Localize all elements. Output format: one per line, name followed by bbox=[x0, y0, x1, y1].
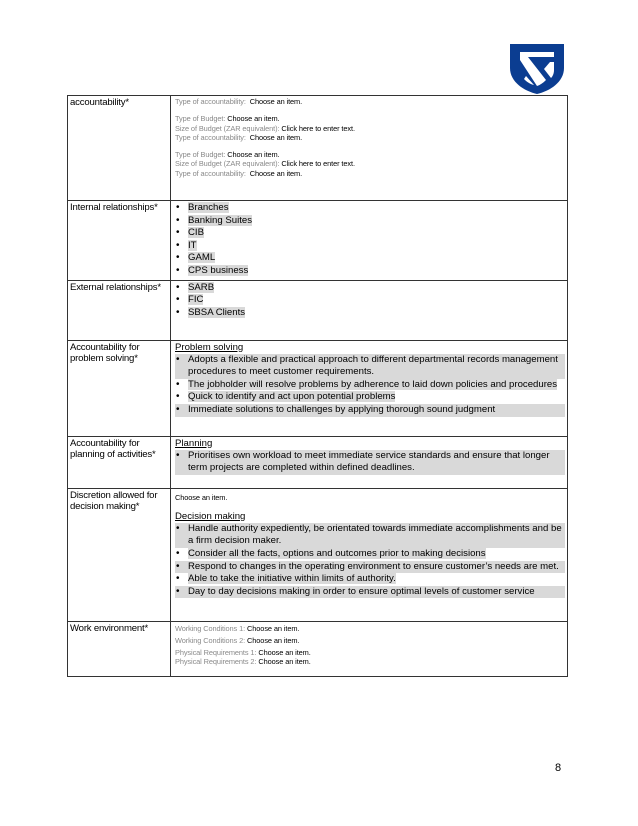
list-item: • Branches bbox=[175, 202, 565, 215]
list-item: • SBSA Clients bbox=[175, 307, 565, 320]
section-heading: Decision making bbox=[175, 510, 246, 522]
internal-list-cell bbox=[171, 201, 568, 281]
field-key: Type of accountability: bbox=[175, 168, 246, 178]
field-key: Type of accountability: bbox=[175, 97, 246, 106]
row-accountability bbox=[68, 96, 568, 201]
field-key: Type of accountability: bbox=[175, 132, 246, 142]
field-key: Physical Requirements 2: bbox=[175, 657, 257, 667]
dropdown-value[interactable]: Choose an item. bbox=[247, 623, 300, 633]
bank-shield-logo bbox=[506, 40, 568, 96]
planning-cell bbox=[171, 436, 568, 488]
field-line[interactable] bbox=[175, 114, 565, 123]
list-item: • Able to take the initiative within limits of authority. bbox=[175, 573, 565, 586]
planning-list bbox=[175, 450, 565, 475]
dropdown-value[interactable]: Choose an item. bbox=[258, 657, 311, 667]
list-item: • IT bbox=[175, 240, 565, 253]
problem-solving-cell bbox=[171, 340, 568, 436]
dropdown-value[interactable]: Choose an item. bbox=[227, 114, 280, 124]
row-external-relationships bbox=[68, 280, 568, 340]
text-value[interactable]: Click here to enter text. bbox=[281, 123, 355, 133]
field-key: Size of Budget (ZAR equivalent): bbox=[175, 123, 280, 133]
field-line[interactable] bbox=[175, 124, 565, 133]
field-key: Working Conditions 1: bbox=[175, 623, 246, 633]
page-number: 8 bbox=[555, 762, 562, 774]
list-item: • Banking Suites bbox=[175, 215, 565, 228]
field-line[interactable] bbox=[175, 159, 565, 168]
list-item: • Respond to changes in the operating environment to ensure customer’s needs are met. bbox=[175, 561, 565, 574]
work-environment-fields bbox=[171, 621, 568, 676]
text-value[interactable]: Click here to enter text. bbox=[281, 159, 355, 169]
field-key: Working Conditions 2: bbox=[175, 635, 246, 645]
row-label: Accountability for problem solving* bbox=[68, 340, 171, 436]
list-item: • FIC bbox=[175, 294, 565, 307]
list-item: • The jobholder will resolve problems by adherence to laid down policies and procedures bbox=[175, 379, 565, 392]
row-label: accountability* bbox=[68, 96, 171, 201]
row-label: External relationships* bbox=[68, 280, 171, 340]
section-heading: Problem solving bbox=[175, 341, 244, 353]
field-line[interactable] bbox=[175, 169, 565, 178]
external-list-cell bbox=[171, 280, 568, 340]
problem-list bbox=[175, 354, 565, 417]
decision-list bbox=[175, 523, 565, 599]
field-key: Physical Requirements 1: bbox=[175, 648, 257, 658]
list-item: • Immediate solutions to challenges by applying thorough sound judgment bbox=[175, 404, 565, 417]
list-item: • Consider all the facts, options and outcomes prior to making decisions bbox=[175, 548, 565, 561]
dropdown-value[interactable]: Choose an item. bbox=[249, 168, 303, 178]
field-key: Type of Budget: bbox=[175, 150, 226, 160]
list-item: • CIB bbox=[175, 227, 565, 240]
field-line[interactable] bbox=[175, 97, 565, 106]
row-work-environment bbox=[68, 621, 568, 676]
dropdown-value[interactable]: Choose an item. bbox=[249, 132, 303, 142]
dropdown-value[interactable]: Choose an item. bbox=[249, 97, 303, 106]
field-line[interactable] bbox=[175, 648, 565, 657]
list-item: • Day to day decisions making in order to ensure optimal levels of customer service bbox=[175, 586, 565, 599]
field-key: Size of Budget (ZAR equivalent): bbox=[175, 159, 280, 169]
external-list bbox=[175, 282, 565, 320]
field-line[interactable] bbox=[175, 624, 565, 633]
row-label: Accountability for planning of activities* bbox=[68, 436, 171, 488]
row-label: Internal relationships* bbox=[68, 201, 171, 281]
field-line[interactable] bbox=[175, 657, 565, 666]
row-planning bbox=[68, 436, 568, 488]
field-line[interactable] bbox=[175, 636, 565, 645]
row-label: Work environment* bbox=[68, 621, 171, 676]
job-profile-table bbox=[67, 95, 568, 677]
accountability-fields bbox=[171, 96, 568, 201]
internal-list bbox=[175, 202, 565, 278]
list-item: • Prioritises own workload to meet immediate service standards and ensure that longer term projects are completed within defined deadlines. bbox=[175, 450, 565, 475]
list-item: • CPS business bbox=[175, 265, 565, 278]
discretion-cell bbox=[171, 488, 568, 621]
discretion-dropdown[interactable]: Choose an item. bbox=[175, 492, 228, 502]
row-label: Discretion allowed for decision making* bbox=[68, 488, 171, 621]
list-item: • GAML bbox=[175, 252, 565, 265]
list-item: • SARB bbox=[175, 282, 565, 295]
row-discretion bbox=[68, 488, 568, 621]
field-line[interactable] bbox=[175, 150, 565, 159]
dropdown-value[interactable]: Choose an item. bbox=[227, 150, 280, 160]
list-item: • Quick to identify and act upon potential problems bbox=[175, 391, 565, 404]
list-item: • Handle authority expediently, be orientated towards immediate accomplishments and be a firm decision maker. bbox=[175, 523, 565, 548]
row-internal-relationships bbox=[68, 201, 568, 281]
row-problem-solving bbox=[68, 340, 568, 436]
dropdown-value[interactable]: Choose an item. bbox=[247, 635, 300, 645]
field-line[interactable] bbox=[175, 133, 565, 142]
list-item: • Adopts a flexible and practical approach to different departmental records management procedures to meet customer requirements. bbox=[175, 354, 565, 379]
field-key: Type of Budget: bbox=[175, 114, 226, 124]
dropdown-value[interactable]: Choose an item. bbox=[258, 648, 311, 658]
section-heading: Planning bbox=[175, 437, 213, 449]
